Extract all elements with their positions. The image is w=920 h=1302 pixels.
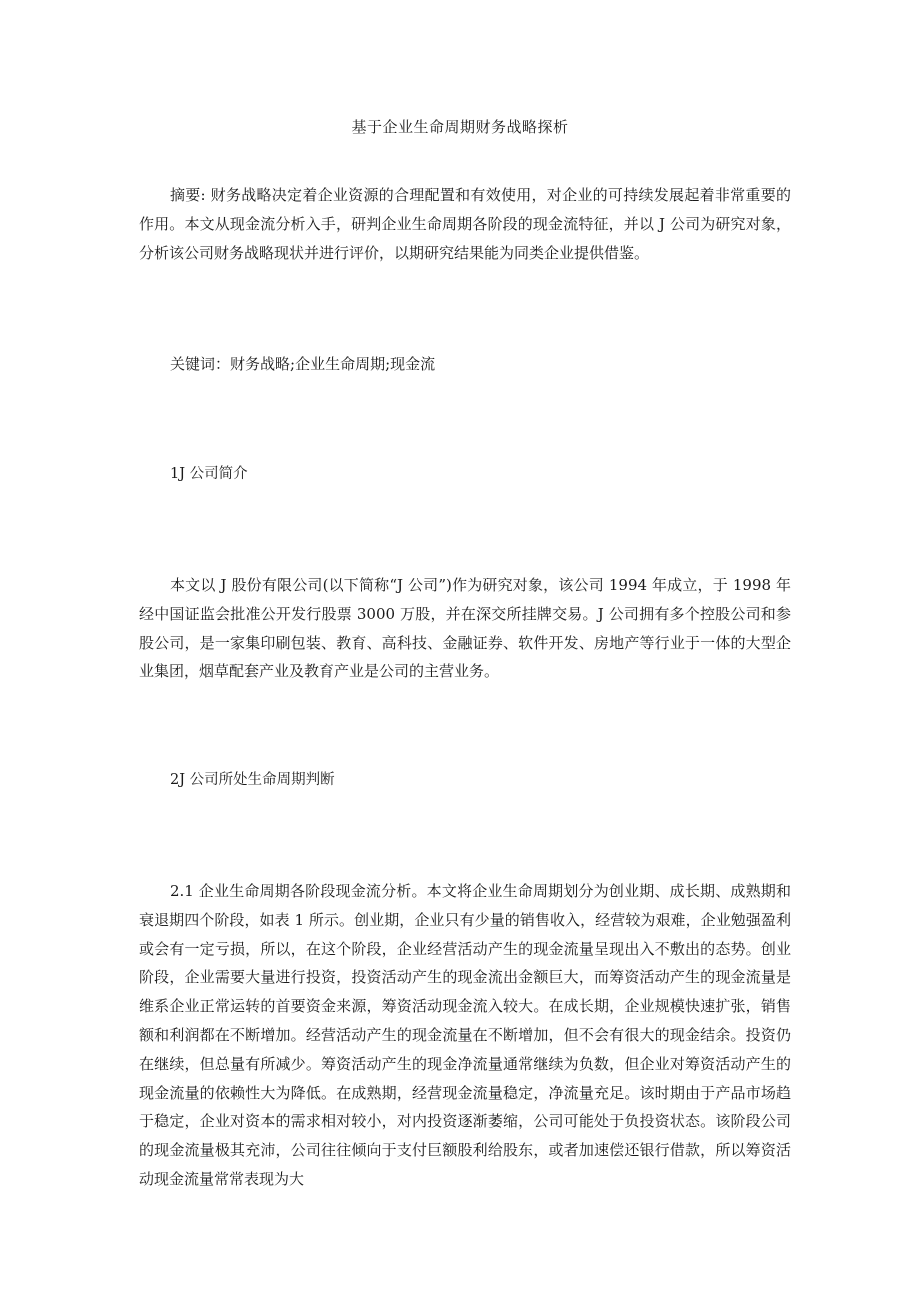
section-1-heading: 1J 公司简介 — [170, 466, 248, 482]
keywords-label: 关键词： — [170, 355, 231, 373]
section-2-body: 2.1 企业生命周期各阶段现金流分析。本文将企业生命周期划分为创业期、成长期、成熟期和衰退期四个阶段，如表 1 所示。创业期，企业只有少量的销售收入，经营较为艰难，企业勉强盈利或会有一定亏损，所以，在这个阶段，企业经营活动产生的现金流量呈现出入不敷出的态势。创业阶段，企业需要大量进行投资，投资活动产生的现金流出金额巨大，而筹资活动产生的现金流量是维系企业正常运转的首要资金来源，筹资活动现金流入较大。在成长期，企业规模快速扩张，销售额和利润都在不断增加。经营活动产生的现金流量在不断增加，但不会有很大的现金结余。投资仍在继续，但总量有所减少。筹资活动产生的现金净流量通常继续为负数，但企业对筹资活动产生的现金流量的依赖性大为降低。在成熟期，经营现金流量稳定，净流量充足。该时期由于产品市场趋于稳定，企业对资本的需求相对较小，对内投资逐渐萎缩，公司可能处于负投资状态。该阶段公司的现金流量极其充沛，公司往往倾向于支付巨额股利给股东，或者加速偿还银行借款，所以筹资活动现金流量常常表现为大 — [139, 882, 791, 1188]
abstract-paragraph — [139, 181, 791, 267]
keywords-paragraph — [139, 350, 791, 379]
abstract-text: 财务战略决定着企业资源的合理配置和有效使用，对企业的可持续发展起着非常重要的作用。本文从现金流分析入手，研判企业生命周期各阶段的现金流特征，并以 J 公司为研究对象，分析该公司财务战略现状并进行评价，以期研究结果能为同类企业提供借鉴。 — [139, 186, 791, 262]
section-1-body: 本文以 J 股份有限公司(以下简称“J 公司”)作为研究对象，该公司 1994 年成立，于 1998 年经中国证监会批准公开发行股票 3000 万股，并在深交所挂牌交易。J 公司拥有多个控股公司和参股公司，是一家集印刷包装、教育、高科技、金融证券、软件开发、房地产等行业于一体的大型企业集团，烟草配套产业及教育产业是公司的主营业务。 — [139, 576, 791, 681]
abstract-label: 摘要: — [170, 186, 206, 204]
section-2-heading: 2J 公司所处生命周期判断 — [170, 772, 335, 788]
document-title: 基于企业生命周期财务战略探析 — [351, 118, 569, 136]
keywords-text: 财务战略;企业生命周期;现金流 — [230, 355, 436, 373]
